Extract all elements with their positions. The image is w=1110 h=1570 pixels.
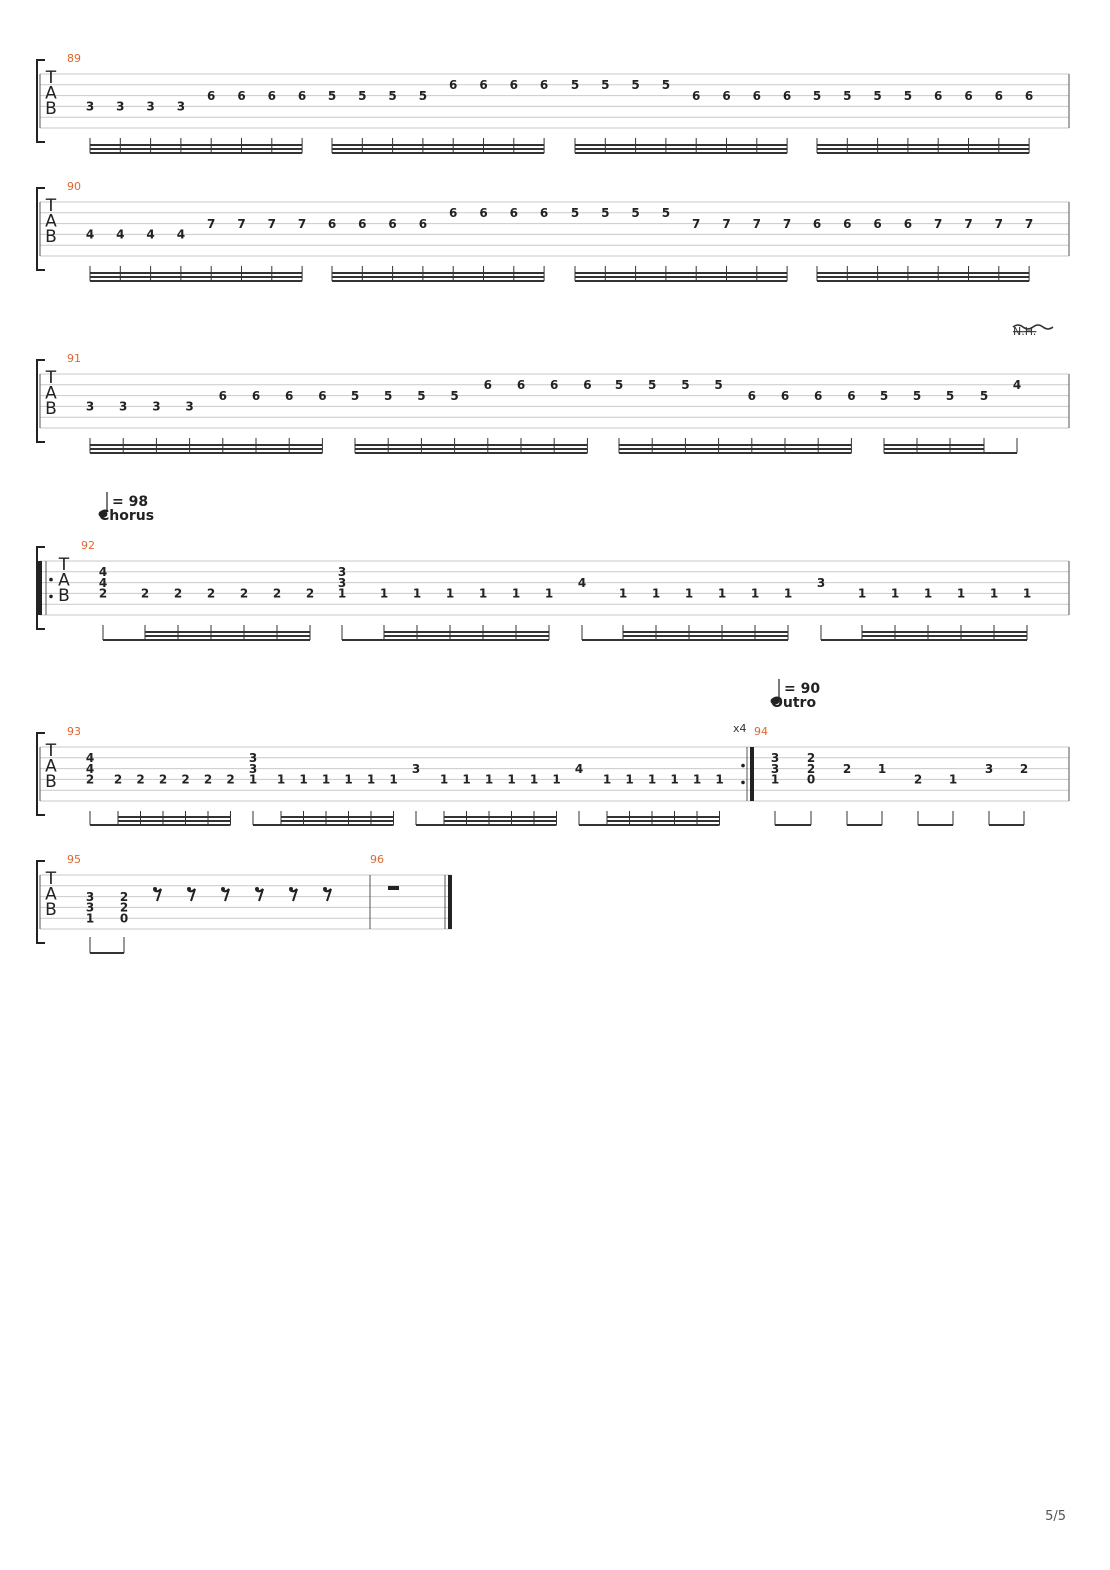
fret-number: 5 (812, 88, 822, 103)
fret-number: 6 (237, 88, 246, 103)
fret-number: 2 (181, 772, 190, 787)
repeat-dot (49, 595, 53, 599)
fret-number: 3 (146, 99, 155, 114)
fret-number: 6 (964, 88, 973, 103)
fret-number: 3 (116, 99, 125, 114)
clef-letter-t: T (45, 196, 57, 216)
outro-fret-number: 0 (806, 772, 816, 787)
fret-number: 5 (601, 78, 610, 93)
fret-number: 5 (648, 378, 657, 393)
fret-number: 2 (203, 772, 213, 787)
outro-fret-number: 2 (1019, 761, 1029, 776)
fret-number: 6 (747, 388, 756, 403)
fret-number: 1 (989, 586, 999, 601)
fret-number: 1 (625, 772, 634, 787)
chord-fret-number: 2 (98, 586, 108, 601)
section-label-outro: Outro (771, 695, 817, 711)
fret-number: 1 (299, 772, 308, 787)
fret-number: 1 (478, 586, 488, 601)
fret-number: 1 (389, 772, 398, 787)
clef-letter-a: A (45, 83, 57, 104)
fret-number: 6 (479, 206, 488, 221)
outro-fret-number: 3 (770, 751, 780, 766)
outro-fret-number: 2 (842, 761, 852, 776)
chord-fret-number: 4 (577, 575, 587, 590)
fret-number: 1 (344, 772, 353, 787)
fret-number: 1 (602, 772, 612, 787)
chord-fret-number: 4 (574, 761, 584, 776)
fret-number: 1 (462, 772, 471, 787)
fret-number: 7 (267, 216, 276, 231)
measure-number: 96 (370, 853, 384, 866)
eighth-rest-dot (289, 887, 293, 891)
chord-fret-number: 3 (248, 761, 258, 776)
system-bracket (37, 861, 45, 943)
system-bracket (37, 60, 45, 142)
fret-number: 1 (366, 772, 376, 787)
measure-number: 91 (67, 352, 81, 365)
fret-number: 5 (631, 78, 640, 93)
fret-number: 6 (903, 216, 913, 231)
fret-number: 6 (509, 78, 518, 93)
fret-number: 6 (550, 378, 559, 393)
fret-number: 6 (539, 206, 549, 221)
outro-fret-number: 2 (806, 761, 816, 776)
clef-letter-a: A (45, 211, 57, 232)
fret-number: 5 (945, 388, 955, 403)
fret-number: 6 (1024, 88, 1034, 103)
fret-number: 1 (529, 772, 539, 787)
fret-number: 6 (516, 378, 526, 393)
fret-number: 1 (379, 586, 389, 601)
fret-number: 7 (207, 216, 216, 231)
chord-fret-number: 3 (816, 575, 826, 590)
chord-fret-number: 3 (85, 900, 95, 915)
fret-number: 5 (661, 206, 671, 221)
fret-number: 5 (912, 388, 922, 403)
fret-number: 2 (158, 772, 168, 787)
fret-number: 6 (843, 216, 852, 231)
clef-letter-b: B (45, 399, 57, 419)
chord-fret-number: 4 (98, 575, 108, 590)
fret-number: 1 (647, 772, 657, 787)
fret-number: 6 (285, 388, 294, 403)
measure-number: 89 (67, 52, 81, 65)
chord-fret-number: 3 (248, 751, 258, 766)
fret-number: 5 (714, 378, 723, 393)
chord-fret-number: 2 (119, 889, 129, 904)
fret-number: 3 (119, 399, 128, 414)
chord-fret-number: 3 (85, 889, 95, 904)
repeat-end-thick (750, 747, 754, 801)
tempo-marking: = 90 (784, 681, 821, 697)
staff-lines (40, 561, 1069, 615)
measure-number: 92 (81, 539, 95, 552)
marks-layer (38, 52, 1053, 953)
fret-number: 1 (670, 772, 679, 787)
fret-number: 4 (176, 227, 186, 242)
fret-number: 6 (297, 88, 307, 103)
fret-number: 1 (445, 586, 455, 601)
fret-number: 6 (812, 216, 822, 231)
measure-number: 94 (754, 725, 768, 738)
fret-number: 5 (843, 88, 852, 103)
chord-fret-number: 3 (337, 575, 347, 590)
fret-number: 5 (681, 378, 690, 393)
fret-number: 7 (752, 216, 761, 231)
fret-number: 6 (847, 388, 856, 403)
fret-number: 5 (879, 388, 889, 403)
chord-fret-number: 4 (85, 751, 95, 766)
clef-letter-t: T (45, 869, 57, 889)
outro-fret-number: 3 (770, 761, 780, 776)
fret-number: 5 (450, 388, 459, 403)
chord-fret-number: 2 (85, 772, 95, 787)
clef-letter-b: B (58, 586, 70, 606)
fret-number: 5 (570, 206, 580, 221)
fret-number: 6 (722, 88, 731, 103)
system-bracket (37, 733, 45, 815)
outro-fret-number: 2 (806, 751, 816, 766)
fret-number: 1 (715, 772, 724, 787)
clef-letter-t: T (45, 741, 57, 761)
fret-number: 1 (890, 586, 900, 601)
fret-number: 5 (979, 388, 989, 403)
fret-number: 5 (873, 88, 882, 103)
final-thick-barline (448, 875, 452, 929)
fret-number: 7 (297, 216, 307, 231)
chord-fret-number: 1 (248, 772, 258, 787)
clef-letter-b: B (45, 900, 57, 920)
fret-number: 2 (305, 586, 315, 601)
fret-number: 6 (692, 88, 701, 103)
fret-number: 2 (136, 772, 145, 787)
fret-number: 5 (614, 378, 624, 393)
outro-fret-number: 1 (948, 772, 958, 787)
eighth-rest-dot (221, 887, 225, 891)
fret-number: 5 (384, 388, 393, 403)
fret-number: 2 (226, 772, 235, 787)
staff-lines (40, 74, 1069, 128)
fret-number: 6 (483, 378, 492, 393)
fret-number: 6 (251, 388, 261, 403)
fret-number: 4 (146, 227, 155, 242)
staff-layer (37, 60, 1069, 943)
clef-letter-b: B (45, 772, 57, 792)
half-rest-icon (388, 886, 399, 890)
outro-fret-number: 3 (984, 761, 994, 776)
fret-number: 5 (350, 388, 360, 403)
chord-fret-number: 4 (85, 761, 95, 776)
fret-number: 6 (218, 388, 227, 403)
fret-number: 2 (239, 586, 249, 601)
eighth-rest-dot (187, 887, 191, 891)
fret-number: 2 (206, 586, 216, 601)
fret-number: 3 (176, 99, 186, 114)
eighth-rest-dot (255, 887, 259, 891)
fret-number: 7 (994, 216, 1003, 231)
page-number: 5/5 (1045, 1509, 1066, 1524)
fret-number: 1 (956, 586, 966, 601)
clef-letter-b: B (45, 227, 57, 247)
fret-number: 7 (1024, 216, 1034, 231)
repeat-start-thick (38, 561, 42, 615)
fret-number: 1 (750, 586, 760, 601)
clef-letter-a: A (45, 884, 57, 905)
fret-number: 7 (782, 216, 792, 231)
measure-number: 95 (67, 853, 81, 866)
clef-letter-b: B (45, 99, 57, 119)
fret-number: 5 (570, 78, 580, 93)
fret-number: 1 (1022, 586, 1032, 601)
fret-number: 6 (418, 216, 428, 231)
fret-number: 6 (509, 206, 518, 221)
system-bracket (37, 360, 45, 442)
fret-number: 6 (449, 206, 458, 221)
fret-number: 1 (717, 586, 727, 601)
clef-letter-t: T (45, 368, 57, 388)
fret-number: 4 (116, 227, 125, 242)
fret-number: 5 (661, 78, 671, 93)
fret-number: 3 (85, 399, 95, 414)
fret-number: 5 (601, 206, 610, 221)
fret-number: 5 (418, 88, 428, 103)
staff-lines (40, 202, 1069, 256)
fret-number: 7 (237, 216, 246, 231)
fret-number: 6 (327, 216, 337, 231)
fret-number: 5 (903, 88, 913, 103)
fret-number: 1 (507, 772, 516, 787)
fret-number: 1 (321, 772, 331, 787)
fret-number: 1 (511, 586, 521, 601)
chord-fret-number: 4 (98, 565, 108, 580)
system-bracket (37, 188, 45, 270)
fret-number: 3 (185, 399, 194, 414)
fret-number: 7 (692, 216, 701, 231)
fret-number: 1 (923, 586, 933, 601)
fret-number: 7 (934, 216, 943, 231)
clef-letter-a: A (58, 570, 70, 591)
fret-number: 6 (934, 88, 943, 103)
fret-number: 6 (388, 216, 397, 231)
measure-number: 90 (67, 180, 81, 193)
chord-fret-number: 3 (337, 565, 347, 580)
clef-letter-a: A (45, 756, 57, 777)
fret-number: 1 (552, 772, 561, 787)
fret-number: 1 (692, 772, 702, 787)
eighth-rest-dot (323, 887, 327, 891)
fret-number: 5 (388, 88, 397, 103)
fret-number: 5 (417, 388, 426, 403)
measure-number: 93 (67, 725, 81, 738)
fret-number: 5 (327, 88, 337, 103)
fret-number: 6 (583, 378, 592, 393)
chord-fret-number: 2 (119, 900, 129, 915)
chord-fret-number: 0 (119, 911, 129, 926)
fret-number: 2 (113, 772, 123, 787)
clef-letter-t: T (58, 555, 70, 575)
repeat-dot (49, 578, 53, 582)
fret-number: 1 (439, 772, 449, 787)
fret-number: 5 (631, 206, 640, 221)
fret-number: 5 (358, 88, 367, 103)
fret-number: 6 (358, 216, 367, 231)
fret-number: 1 (276, 772, 286, 787)
fret-number: 6 (207, 88, 216, 103)
outro-fret-number: 1 (770, 772, 780, 787)
fret-number: 6 (267, 88, 276, 103)
outro-fret-number: 1 (877, 761, 887, 776)
fret-number: 6 (318, 388, 327, 403)
fret-number: 7 (964, 216, 973, 231)
tempo-marking: = 98 (112, 494, 149, 510)
fret-number: 3 (85, 99, 95, 114)
clef-letter-t: T (45, 68, 57, 88)
chord-fret-number: 3 (411, 761, 421, 776)
outro-fret-number: 2 (913, 772, 923, 787)
fret-number: 6 (994, 88, 1003, 103)
fret-number: 6 (780, 388, 790, 403)
fret-number: 6 (782, 88, 792, 103)
fret-number: 4 (85, 227, 95, 242)
repeat-dot (741, 781, 745, 785)
fret-number: 6 (539, 78, 549, 93)
fret-number: 2 (140, 586, 150, 601)
fret-number: 6 (479, 78, 488, 93)
fret-number: 6 (449, 78, 458, 93)
fret-number: 1 (783, 586, 793, 601)
fret-number: 6 (873, 216, 882, 231)
fret-number: 1 (651, 586, 661, 601)
eighth-rest-dot (153, 887, 157, 891)
chord-fret-number: 1 (85, 911, 95, 926)
fret-number: 2 (272, 586, 282, 601)
fret-number: 6 (752, 88, 761, 103)
clef-letter-a: A (45, 383, 57, 404)
chord-fret-number: 1 (337, 586, 347, 601)
fret-number: 6 (814, 388, 823, 403)
fret-number: 4 (1012, 378, 1022, 393)
fret-number: 3 (152, 399, 161, 414)
fret-number: 1 (544, 586, 554, 601)
fret-number: 1 (684, 586, 694, 601)
fret-number: 1 (857, 586, 867, 601)
staff-lines (40, 875, 451, 929)
repeat-dot (741, 764, 745, 768)
natural-harmonic-label: N.H. (1013, 325, 1037, 338)
fret-number: 1 (618, 586, 628, 601)
fret-number: 7 (722, 216, 731, 231)
fret-number: 2 (173, 586, 183, 601)
repeat-count: x4 (733, 722, 747, 735)
fret-number: 1 (412, 586, 422, 601)
section-label-chorus: Chorus (99, 508, 155, 524)
fret-number: 1 (484, 772, 494, 787)
